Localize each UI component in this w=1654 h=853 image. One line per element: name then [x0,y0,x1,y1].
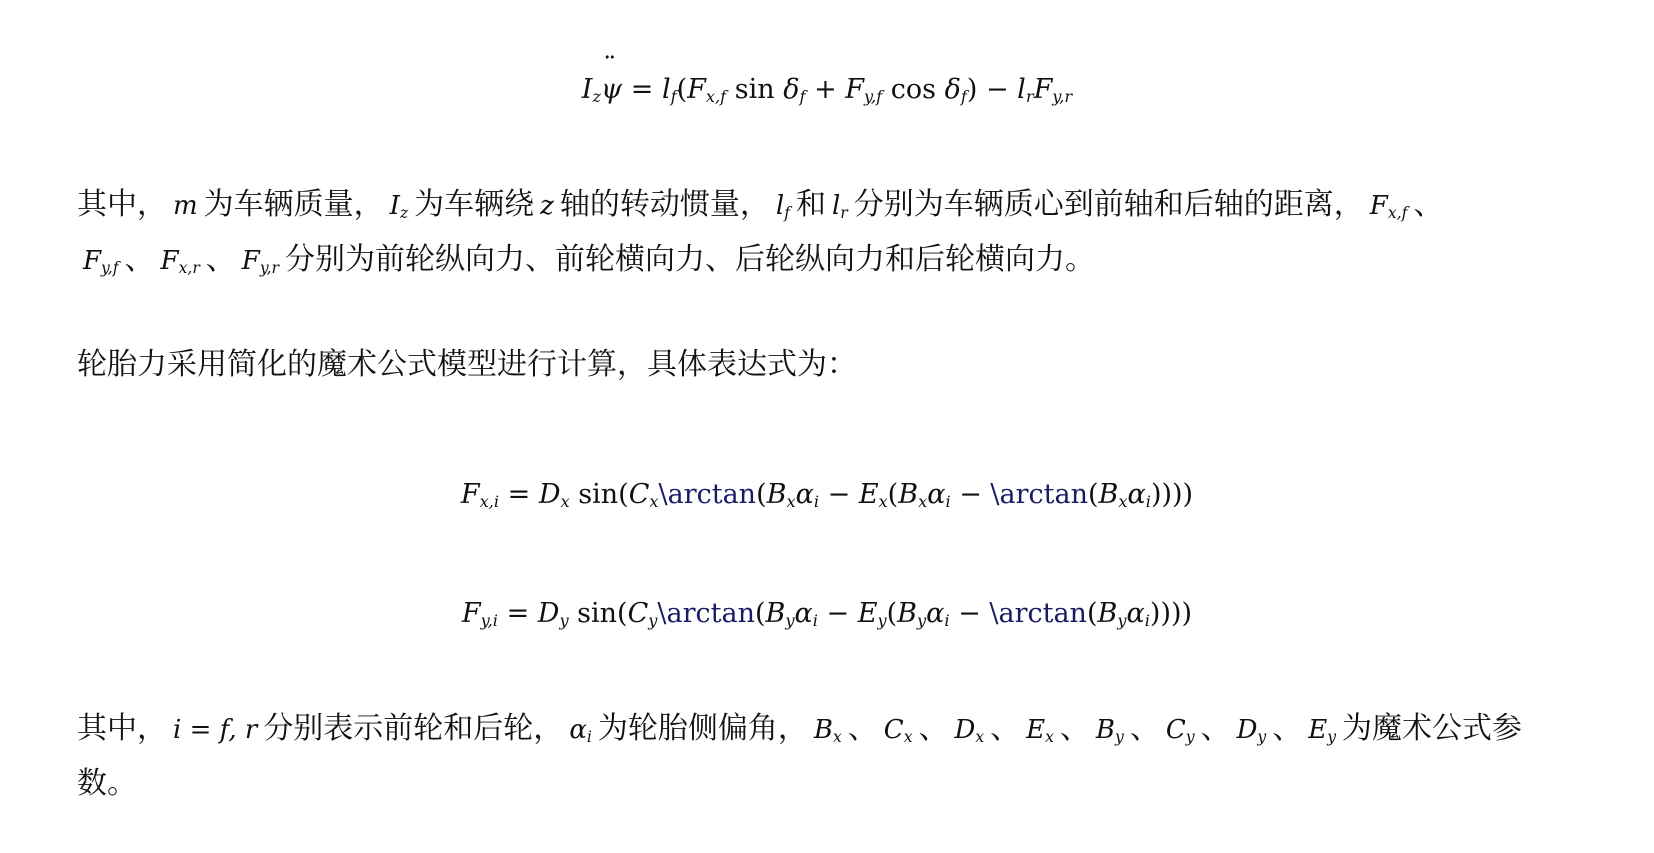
symbol-lr: $l_r$ [831,191,848,222]
separator: 、 [1129,711,1160,746]
separator: 、 [205,242,236,277]
symbol-z: z [540,191,554,221]
symbol-ey: $E_y$ [1308,715,1337,746]
arctan-command: \arctan [657,598,755,629]
yaw-equation: $I_z¨$ $\psi = l_f(F_{x,f}$ $\sin \delta_f + F_{y,f}$ $\cos \delta_f) - l_rF_{y,r}$ [0,72,1654,108]
symbol-cy: $C_y$ [1165,715,1195,746]
symbol-iz: $I_z$ [389,191,409,222]
symbol-alpha: $\alpha_i$ [569,715,592,746]
separator: 、 [1200,711,1231,746]
text-magic-params: 为魔术公式参数。 [77,711,1523,801]
separator: 、 [847,711,878,746]
text-slip-angle: 为轮胎侧偏角， [597,711,808,746]
separator: 、 [1413,187,1444,222]
text-inertia: 轴的转动惯量， [559,187,770,222]
separator: 、 [1059,711,1090,746]
symbol-bx: $B_x$ [813,715,842,746]
paragraph-variables [77,178,1577,288]
symbol-ex: $E_x$ [1026,715,1054,746]
separator: 、 [918,711,949,746]
text-tire-model: 轮胎力采用简化的魔术公式模型进行计算，具体表达式为： [77,347,857,382]
symbol-fyr: $F_{y,r}$ [241,246,279,277]
text-and: 和 [795,187,826,222]
separator: 、 [990,711,1021,746]
symbol-lf: $l_f$ [775,191,790,222]
arctan-command: \arctan [989,598,1087,629]
fx-equation: $F_{x,i} = D_x$ $\sin(C_x\backslash\arctan(B_x\alpha_i - E_x(B_x\alpha_i$ − $\backslash\arctan(B_x\alpha_i)$))) [460,479,1194,512]
symbol-cx: $C_x$ [883,715,913,746]
fy-equation: $F_{y,i} = D_y$ $\sin(C_y\backslash\arctan(B_y\alpha_i - E_y(B_y\alpha_i$ − $\backslash\arctan(B_y\alpha_i)$))) [461,598,1193,631]
paragraph-parameters [77,702,1577,811]
symbol-dx: $D_x$ [954,715,985,746]
symbol-fxr: $F_{x,r}$ [160,246,200,277]
text-mass: 为车辆质量， [203,187,384,222]
text-qizhong: 其中， [77,711,167,746]
text-distance: 分别为车辆质心到前轴和后轴的距离， [853,187,1364,222]
symbol-i-eq: i = f, r [173,715,258,745]
paragraph-tire-model [77,338,1577,392]
arctan-command: \arctan [658,479,757,510]
text-forces: 分别为前轮纵向力、前轮横向力、后轮纵向力和后轮横向力。 [284,242,1095,277]
text-qizhong: 其中， [77,187,167,222]
symbol-fxf: $F_{x,f}$ [1369,191,1408,222]
symbol-m: m [173,191,198,221]
arctan-command: \arctan [990,479,1088,510]
text-front-rear: 分别表示前轮和后轮， [263,711,564,746]
symbol-fyf: $F_{y,f}$ [83,246,119,277]
symbol-dy: $D_y$ [1236,715,1267,746]
separator: 、 [124,242,155,277]
text-around: 为车辆绕 [414,187,535,222]
separator: 、 [1272,711,1303,746]
symbol-by: $B_y$ [1095,715,1124,746]
